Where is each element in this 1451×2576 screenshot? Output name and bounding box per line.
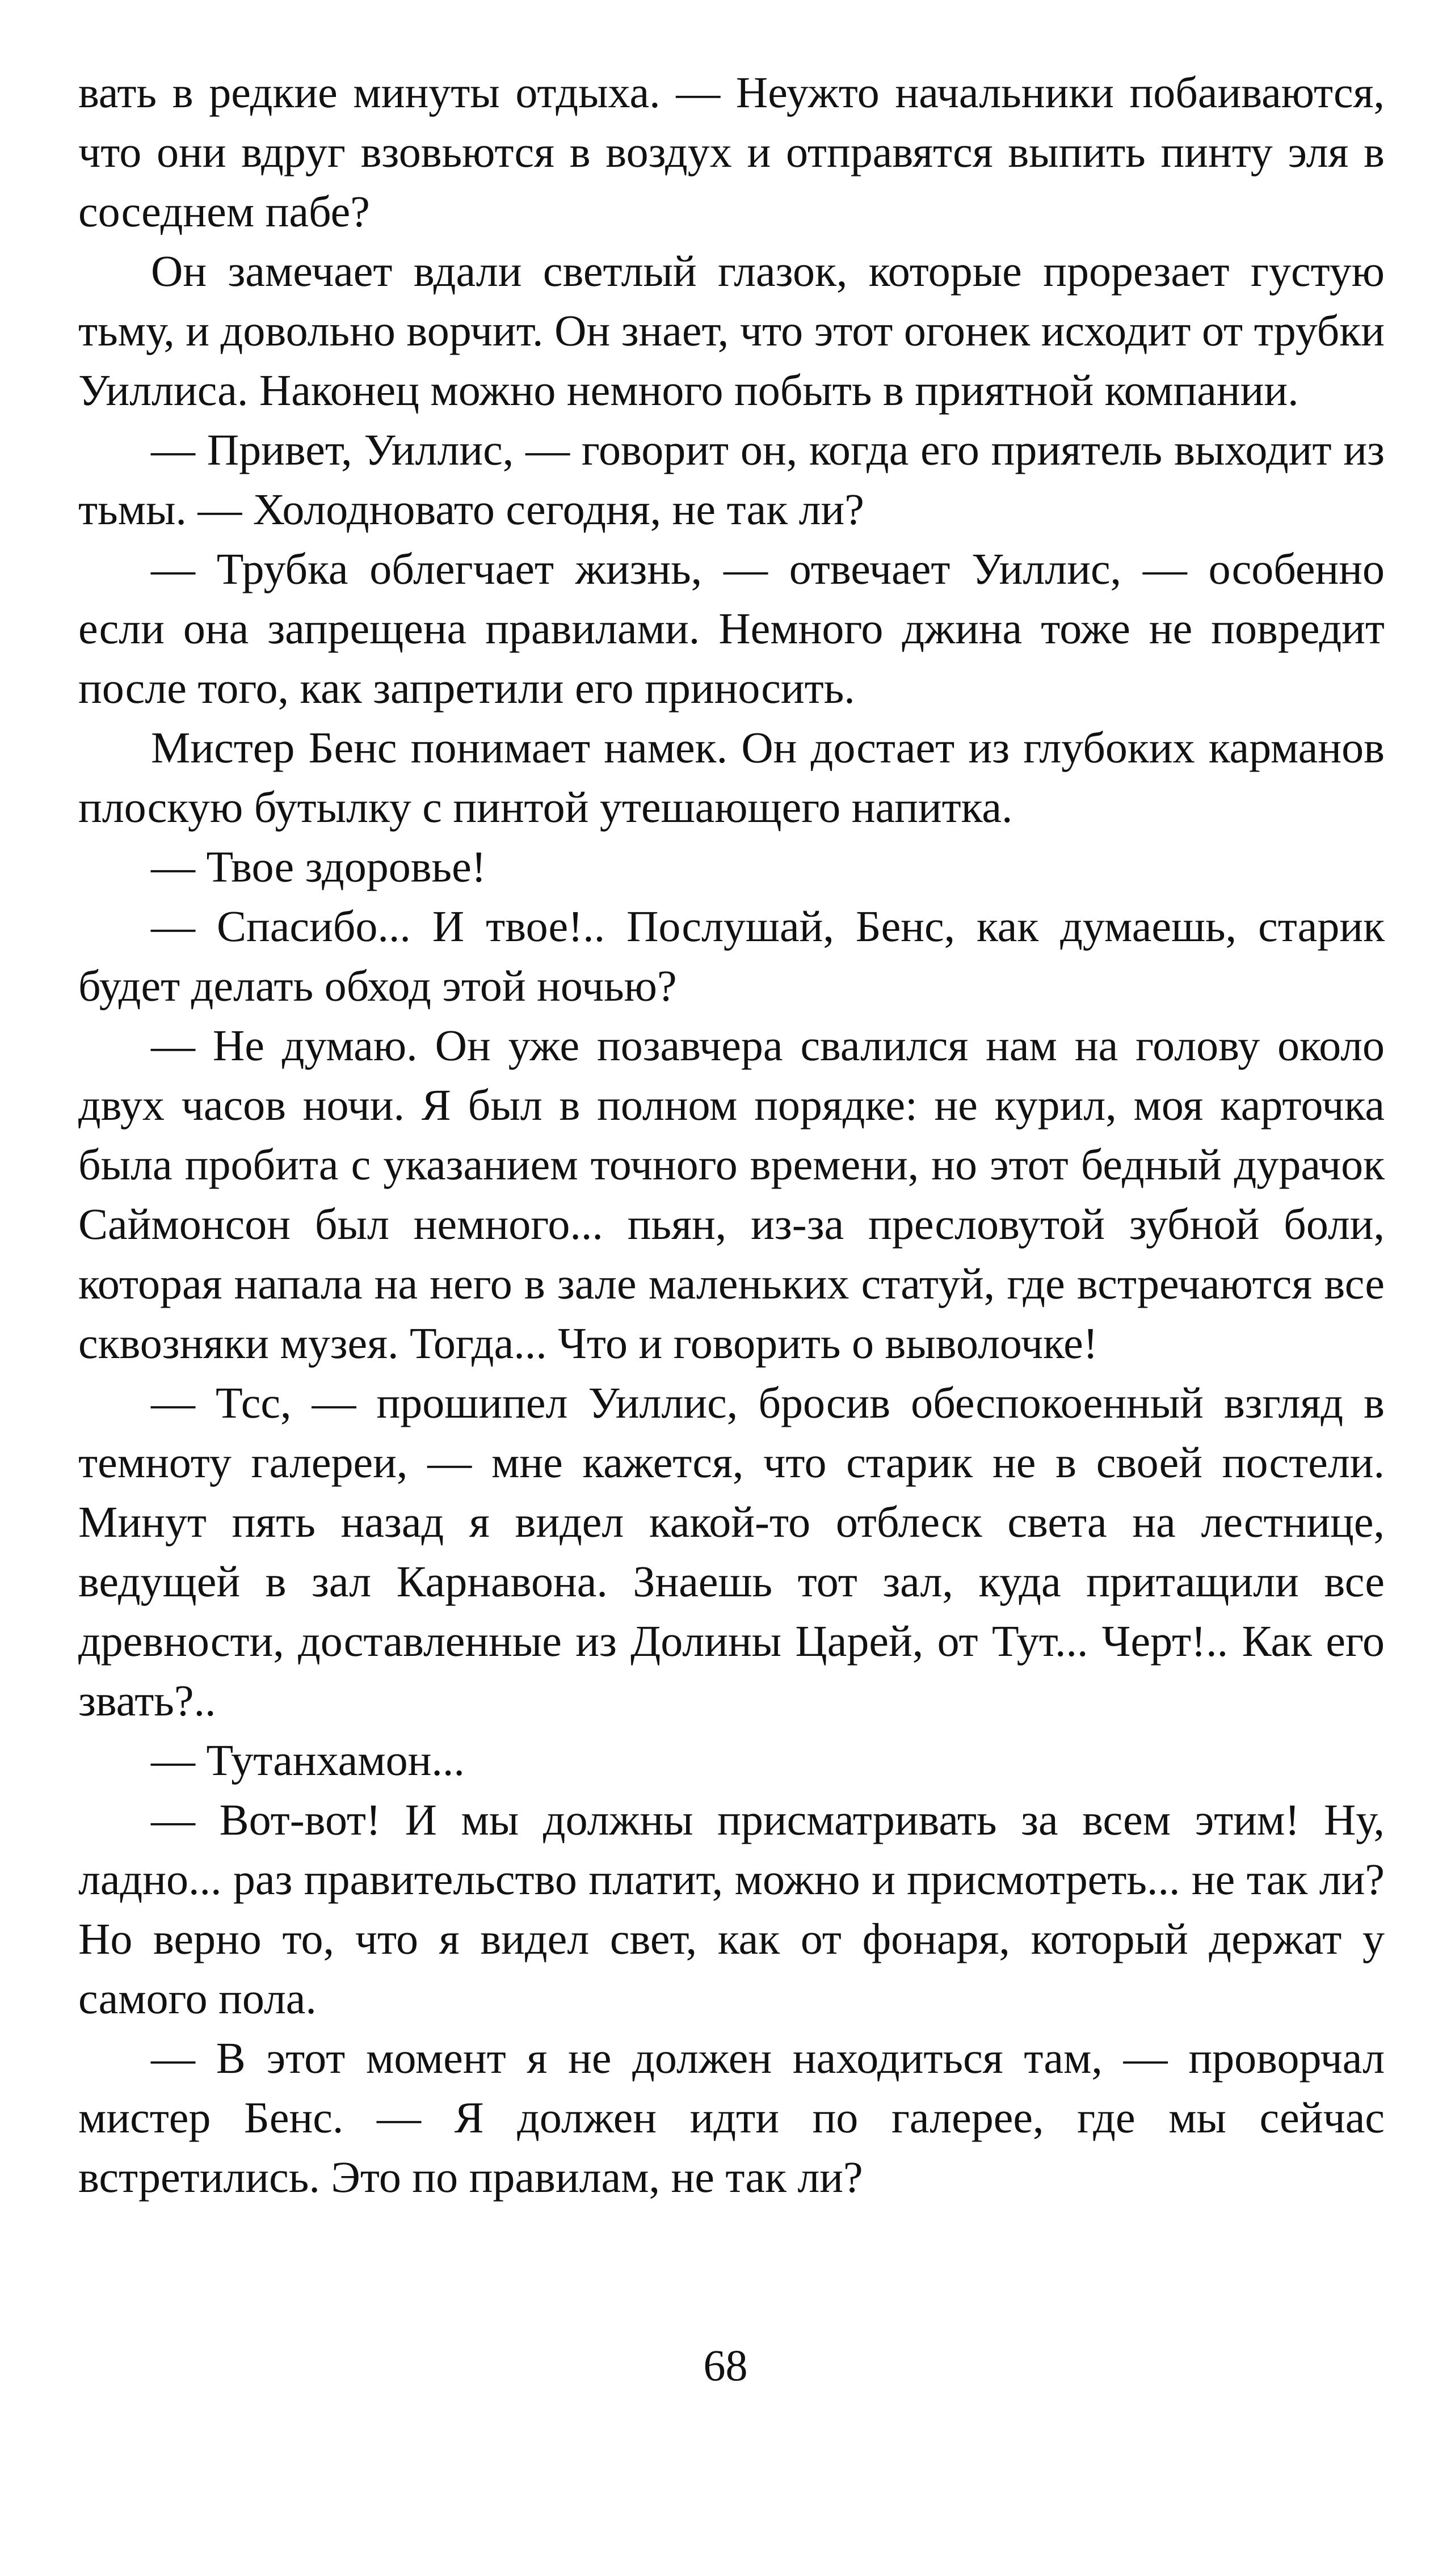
book-page-text: [78, 62, 1385, 2207]
paragraph-continuation: вать в редкие минуты отдыха. — Неужто начальники побаиваются, что они вдруг взовьются в воздух и отправятся выпить пинту эля в соседнем пабе?: [78, 68, 1385, 236]
paragraph-dialogue: — Вот-вот! И мы должны присматривать за всем этим! Ну, ладно... раз правительство платит, можно и присмотреть... не так ли? Но верно то, что я видел свет, как от фонаря, который держат у самого пола.: [78, 1795, 1385, 2023]
paragraph-dialogue: — Тутанхамон...: [151, 1735, 465, 1785]
paragraph-narration: Он замечает вдали светлый глазок, которые прорезает густую тьму, и довольно ворчит. Он знает, что этот огонек исходит от трубки Уиллиса. Наконец можно немного побыть в приятной компании.: [78, 246, 1385, 415]
paragraph-dialogue: — Не думаю. Он уже позавчера свалился нам на голову около двух часов ночи. Я был в полном порядке: не курил, моя карточка была пробита с указанием точного времени, но этот бедный дурачок Саймонсон был немного... пьян, из-за пресловутой зубной боли, которая напала на него в зале маленьких статуй, где встречаются все сквозняки музея. Тогда... Что и говорить о выволочке!: [78, 1021, 1385, 1368]
paragraph-dialogue: — Тсс, — прошипел Уиллис, бросив обеспокоенный взгляд в темноту галереи, — мне кажется, что старик не в своей постели. Минут пять назад я видел какой-то отблеск света на лестнице, ведущей в зал Карнавона. Знаешь тот зал, куда притащили все древности, доставленные из Долины Царей, от Тут... Черт!.. Как его звать?..: [78, 1378, 1385, 1725]
paragraph-dialogue: — Спасибо... И твое!.. Послушай, Бенс, как думаешь, старик будет делать обход этой ночью?: [78, 901, 1385, 1010]
paragraph-dialogue: — Привет, Уиллис, — говорит он, когда его приятель выходит из тьмы. — Холодновато сегодня, не так ли?: [78, 425, 1385, 534]
paragraph-narration: Мистер Бенс понимает намек. Он достает из глубоких карманов плоскую бутылку с пинтой утешающего напитка.: [78, 723, 1385, 832]
paragraph-dialogue: — Трубка облегчает жизнь, — отвечает Уиллис, — особенно если она запрещена правилами. Немного джина тоже не повредит после того, как запретили его приносить.: [78, 544, 1385, 712]
page-number: 68: [703, 2341, 748, 2390]
paragraph-dialogue: — В этот момент я не должен находиться там, — проворчал мистер Бенс. — Я должен идти по галерее, где мы сейчас встретились. Это по правилам, не так ли?: [78, 2033, 1385, 2202]
paragraph-dialogue: — Твое здоровье!: [151, 842, 486, 891]
